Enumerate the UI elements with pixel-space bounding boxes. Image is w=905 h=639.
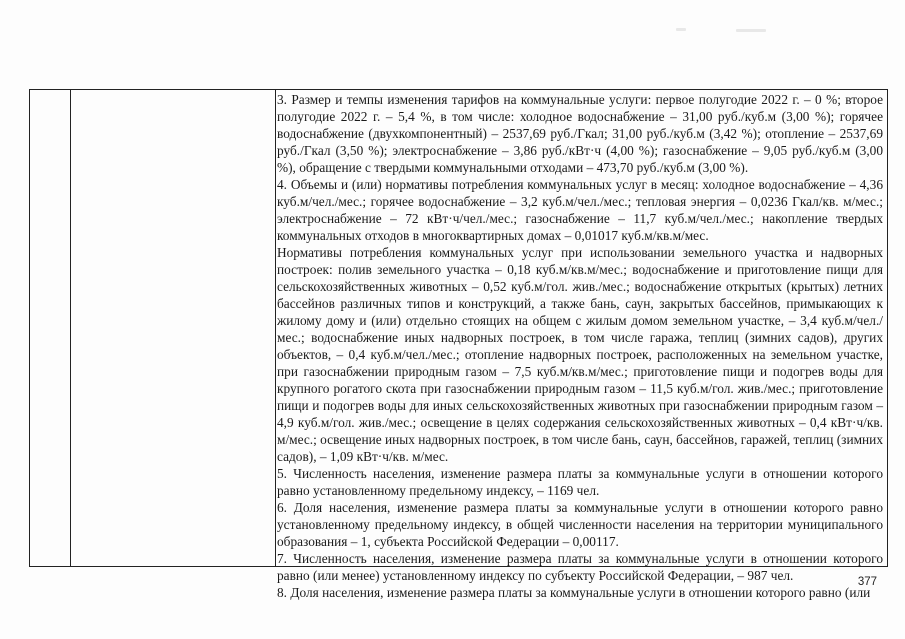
paragraph-tariffs: 3. Размер и темпы изменения тарифов на коммунальные услуги: первое полугодие 2022 г. – 0 %; второе полугодие 2022 г. – 5,4 %, в том числе: холодное водоснабжение – 31,00 руб./куб.м (3,00 %); горячее водоснабжение (двухкомпонентный) – 2537,69 руб./Гкал; 31,00 руб./куб.м (3,42 %); отопление – 2537,69 руб./Гкал (3,50 %); электроснабжение – 3,86 руб./кВт·ч (4,00 %); газоснабжение – 9,05 руб./куб.м (3,00 %), обращение с твердыми коммунальными отходами – 473,70 руб./куб.м (3,00 %).: [277, 92, 883, 175]
table-column-name: [71, 90, 276, 566]
paragraph-population-count: 5. Численность населения, изменение размера платы за коммунальные услуги в отношении которого равно установленному предельному индексу, – 1169 чел.: [277, 466, 883, 498]
paragraph-population-share: 6. Доля населения, изменение размера платы за коммунальные услуги в отношении которого равно установленному предельному индексу, в общей численности населения на территории муниципального образования – 1, субъекта Российской Федерации – 0,00117.: [277, 500, 883, 549]
paragraph-population-count-subject: 7. Численность населения, изменение размера платы за коммунальные услуги в отношении которого равно (или менее) установленному индексу по субъекту Российской Федерации, – 987 чел.: [277, 551, 883, 583]
scan-speck: [736, 29, 766, 32]
paragraph-population-share-subject: 8. Доля населения, изменение размера платы за коммунальные услуги в отношении которого равно (или: [277, 585, 871, 600]
content-text: [277, 91, 883, 601]
table-column-number: [30, 90, 71, 566]
scan-speck: [676, 28, 686, 31]
page-number: 377: [857, 576, 877, 588]
paragraph-consumption-norms: 4. Объемы и (или) нормативы потребления коммунальных услуг в месяц: холодное водоснабжение – 4,36 куб.м/чел./мес.; горячее водоснабжение – 3,2 куб.м/чел./мес.; тепловая энергия – 0,0236 Гкал/кв. м/мес.; электроснабжение – 72 кВт·ч/чел./мес.; газоснабжение – 11,7 куб.м/чел./мес.; накопление твердых коммунальных отходов в многоквартирных домах – 0,01017 куб.м/кв.м/мес.: [277, 177, 883, 243]
paragraph-land-plot-norms: Нормативы потребления коммунальных услуг при использовании земельного участка и надворных построек: полив земельного участка – 0,18 куб.м/кв.м/мес.; водоснабжение и приготовление пищи для сельскохозяйственных животных – 0,52 куб.м/гол. жив./мес.; водоснабжение открытых (крытых) летних бассейнов различных типов и конструкций, а также бань, саун, закрытых бассейнов, примыкающих к жилому дому и (или) отдельно стоящих на общем с жилым домом земельном участке, – 3,4 куб.м/чел./мес.; водоснабжение иных надворных построек, в том числе гаража, теплиц (зимних садов), других объектов, – 0,4 куб.м/чел./мес.; отопление надворных построек, расположенных на земельном участке, при газоснабжении природным газом – 7,5 куб.м/кв.м/мес.; приготовление пищи и подогрев воды для крупного рогатого скота при газоснабжении природным газом – 11,5 куб.м/гол. жив./мес.; приготовление пищи и подогрев воды для иных сельскохозяйственных животных при газоснабжении природным газом – 4,9 куб.м/гол. жив./мес.; освещение в целях содержания сельскохозяйственных животных – 0,4 кВт·ч/кв. м/мес.; освещение иных надворных построек, в том числе бань, саун, бассейнов, гаражей, теплиц (зимних садов), – 1,09 кВт·ч/кв. м/мес.: [277, 245, 883, 464]
